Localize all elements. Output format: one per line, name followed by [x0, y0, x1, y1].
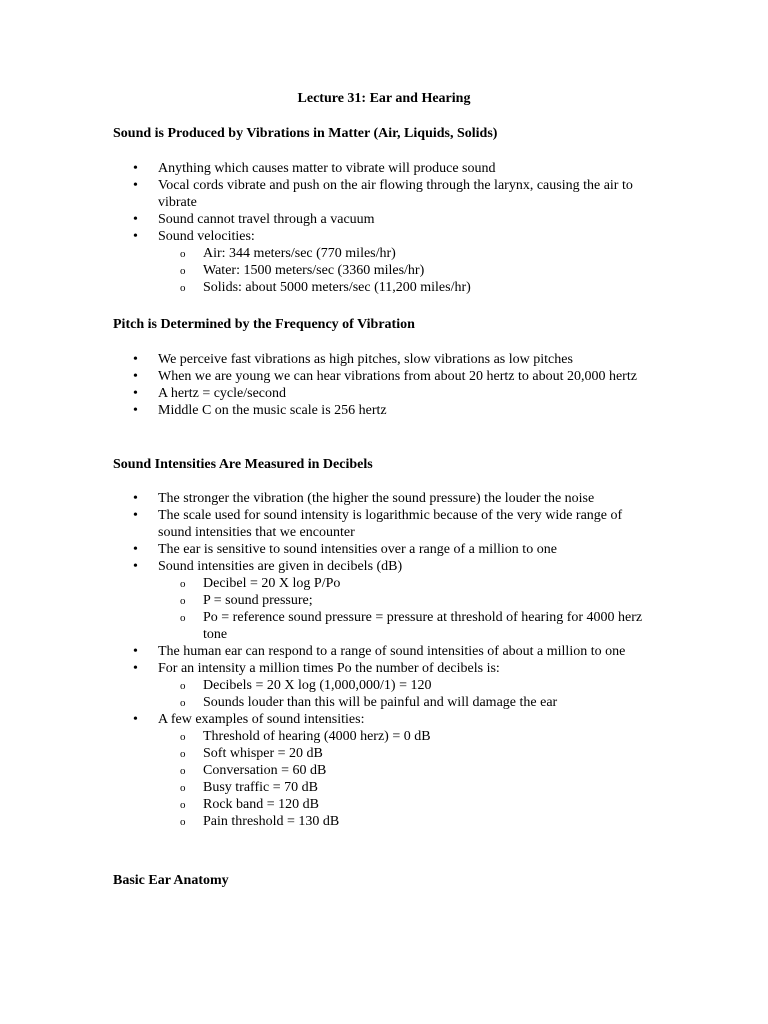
sub-bullet-text: Water: 1500 meters/sec (3360 miles/hr) — [203, 263, 425, 278]
sub-bullet-marker: o — [180, 282, 186, 294]
bullet-item — [0, 160, 768, 177]
sub-bullet-item — [0, 745, 768, 762]
bullet-marker: • — [133, 229, 138, 244]
bullet-marker: • — [133, 661, 138, 676]
sub-bullet-marker: o — [180, 612, 186, 624]
bullet-item — [0, 211, 768, 228]
bullet-item — [0, 351, 768, 368]
bullet-text: The ear is sensitive to sound intensities over a range of a million to one — [158, 542, 557, 557]
sub-bullet-marker: o — [180, 748, 186, 760]
sub-bullet-item — [0, 279, 768, 296]
bullet-item — [0, 385, 768, 402]
sub-bullet-item — [0, 575, 768, 592]
bullet-item — [0, 490, 768, 507]
bullet-item — [0, 402, 768, 419]
bullet-text: A few examples of sound intensities: — [158, 712, 365, 727]
bullet-text: The scale used for sound intensity is logarithmic because of the very wide range of sound intensities that we encounter — [158, 508, 623, 540]
bullet-marker: • — [133, 386, 138, 401]
sub-bullet-text: Po = reference sound pressure = pressure at threshold of hearing for 4000 herz tone — [203, 610, 643, 642]
bullet-marker: • — [133, 161, 138, 176]
bullet-text: Middle C on the music scale is 256 hertz — [158, 403, 387, 418]
bullet-text: Sound cannot travel through a vacuum — [158, 212, 375, 227]
sub-bullet-item — [0, 796, 768, 813]
sub-bullet-text: Decibels = 20 X log (1,000,000/1) = 120 — [203, 678, 432, 693]
bullet-item — [0, 507, 768, 541]
bullet-item — [0, 558, 768, 575]
section-heading-sound-production: Sound is Produced by Vibrations in Matter (Air, Liquids, Solids) — [113, 126, 498, 141]
sub-bullet-item — [0, 813, 768, 830]
bullet-text: Sound intensities are given in decibels (dB) — [158, 559, 403, 574]
sub-bullet-item — [0, 262, 768, 279]
sub-bullet-marker: o — [180, 595, 186, 607]
sub-bullet-text: Rock band = 120 dB — [203, 797, 319, 812]
bullet-text: A hertz = cycle/second — [158, 386, 287, 401]
sub-bullet-item — [0, 609, 768, 643]
sub-bullet-item — [0, 779, 768, 796]
sub-bullet-item — [0, 592, 768, 609]
bullet-marker: • — [133, 352, 138, 367]
sub-bullet-text: Solids: about 5000 meters/sec (11,200 miles/hr) — [203, 280, 471, 295]
bullet-text: The human ear can respond to a range of sound intensities of about a million to one — [158, 644, 626, 659]
sub-bullet-text: P = sound pressure; — [203, 593, 313, 608]
bullet-marker: • — [133, 542, 138, 557]
bullet-text: The stronger the vibration (the higher the sound pressure) the louder the noise — [158, 491, 595, 506]
sub-bullet-text: Decibel = 20 X log P/Po — [203, 576, 341, 591]
section-list-sound-production — [0, 160, 768, 296]
sub-bullet-text: Pain threshold = 130 dB — [203, 814, 340, 829]
bullet-item — [0, 228, 768, 245]
sub-bullet-marker: o — [180, 265, 186, 277]
sub-bullet-text: Busy traffic = 70 dB — [203, 780, 318, 795]
section-list-decibels — [0, 490, 768, 830]
bullet-marker: • — [133, 403, 138, 418]
bullet-marker: • — [133, 491, 138, 506]
bullet-marker: • — [133, 559, 138, 574]
bullet-item — [0, 711, 768, 728]
sub-bullet-marker: o — [180, 799, 186, 811]
sub-bullet-item — [0, 694, 768, 711]
bullet-marker: • — [133, 178, 138, 193]
page-title: Lecture 31: Ear and Hearing — [297, 91, 471, 106]
bullet-marker: • — [133, 644, 138, 659]
bullet-item — [0, 541, 768, 558]
bullet-text: Sound velocities: — [158, 229, 255, 244]
section-heading-decibels: Sound Intensities Are Measured in Decibels — [113, 457, 373, 472]
sub-bullet-text: Soft whisper = 20 dB — [203, 746, 323, 761]
bullet-marker: • — [133, 508, 138, 523]
bullet-item — [0, 660, 768, 677]
sub-bullet-item — [0, 245, 768, 262]
sub-bullet-text: Air: 344 meters/sec (770 miles/hr) — [203, 246, 396, 261]
sub-bullet-marker: o — [180, 782, 186, 794]
sub-bullet-item — [0, 728, 768, 745]
bullet-text: Anything which causes matter to vibrate will produce sound — [158, 161, 496, 176]
sub-bullet-marker: o — [180, 816, 186, 828]
sub-bullet-marker: o — [180, 680, 186, 692]
section-heading-pitch: Pitch is Determined by the Frequency of Vibration — [113, 317, 415, 332]
bullet-text: We perceive fast vibrations as high pitches, slow vibrations as low pitches — [158, 352, 573, 367]
bullet-marker: • — [133, 212, 138, 227]
bullet-item — [0, 177, 768, 211]
sub-bullet-marker: o — [180, 248, 186, 260]
bullet-item — [0, 368, 768, 385]
sub-bullet-marker: o — [180, 697, 186, 709]
bullet-text: When we are young we can hear vibrations from about 20 hertz to about 20,000 hertz — [158, 369, 637, 384]
bullet-text: For an intensity a million times Po the number of decibels is: — [158, 661, 500, 676]
sub-bullet-text: Conversation = 60 dB — [203, 763, 327, 778]
sub-bullet-text: Sounds louder than this will be painful and will damage the ear — [203, 695, 558, 710]
sub-bullet-marker: o — [180, 578, 186, 590]
sub-bullet-item — [0, 677, 768, 694]
sub-bullet-marker: o — [180, 731, 186, 743]
sub-bullet-marker: o — [180, 765, 186, 777]
sub-bullet-text: Threshold of hearing (4000 herz) = 0 dB — [203, 729, 431, 744]
bullet-marker: • — [133, 369, 138, 384]
bullet-item — [0, 643, 768, 660]
sub-bullet-item — [0, 762, 768, 779]
bullet-marker: • — [133, 712, 138, 727]
section-list-pitch — [0, 351, 768, 419]
bullet-text: Vocal cords vibrate and push on the air flowing through the larynx, causing the air to vibrate — [158, 178, 633, 210]
section-heading-ear-anatomy: Basic Ear Anatomy — [113, 873, 229, 888]
